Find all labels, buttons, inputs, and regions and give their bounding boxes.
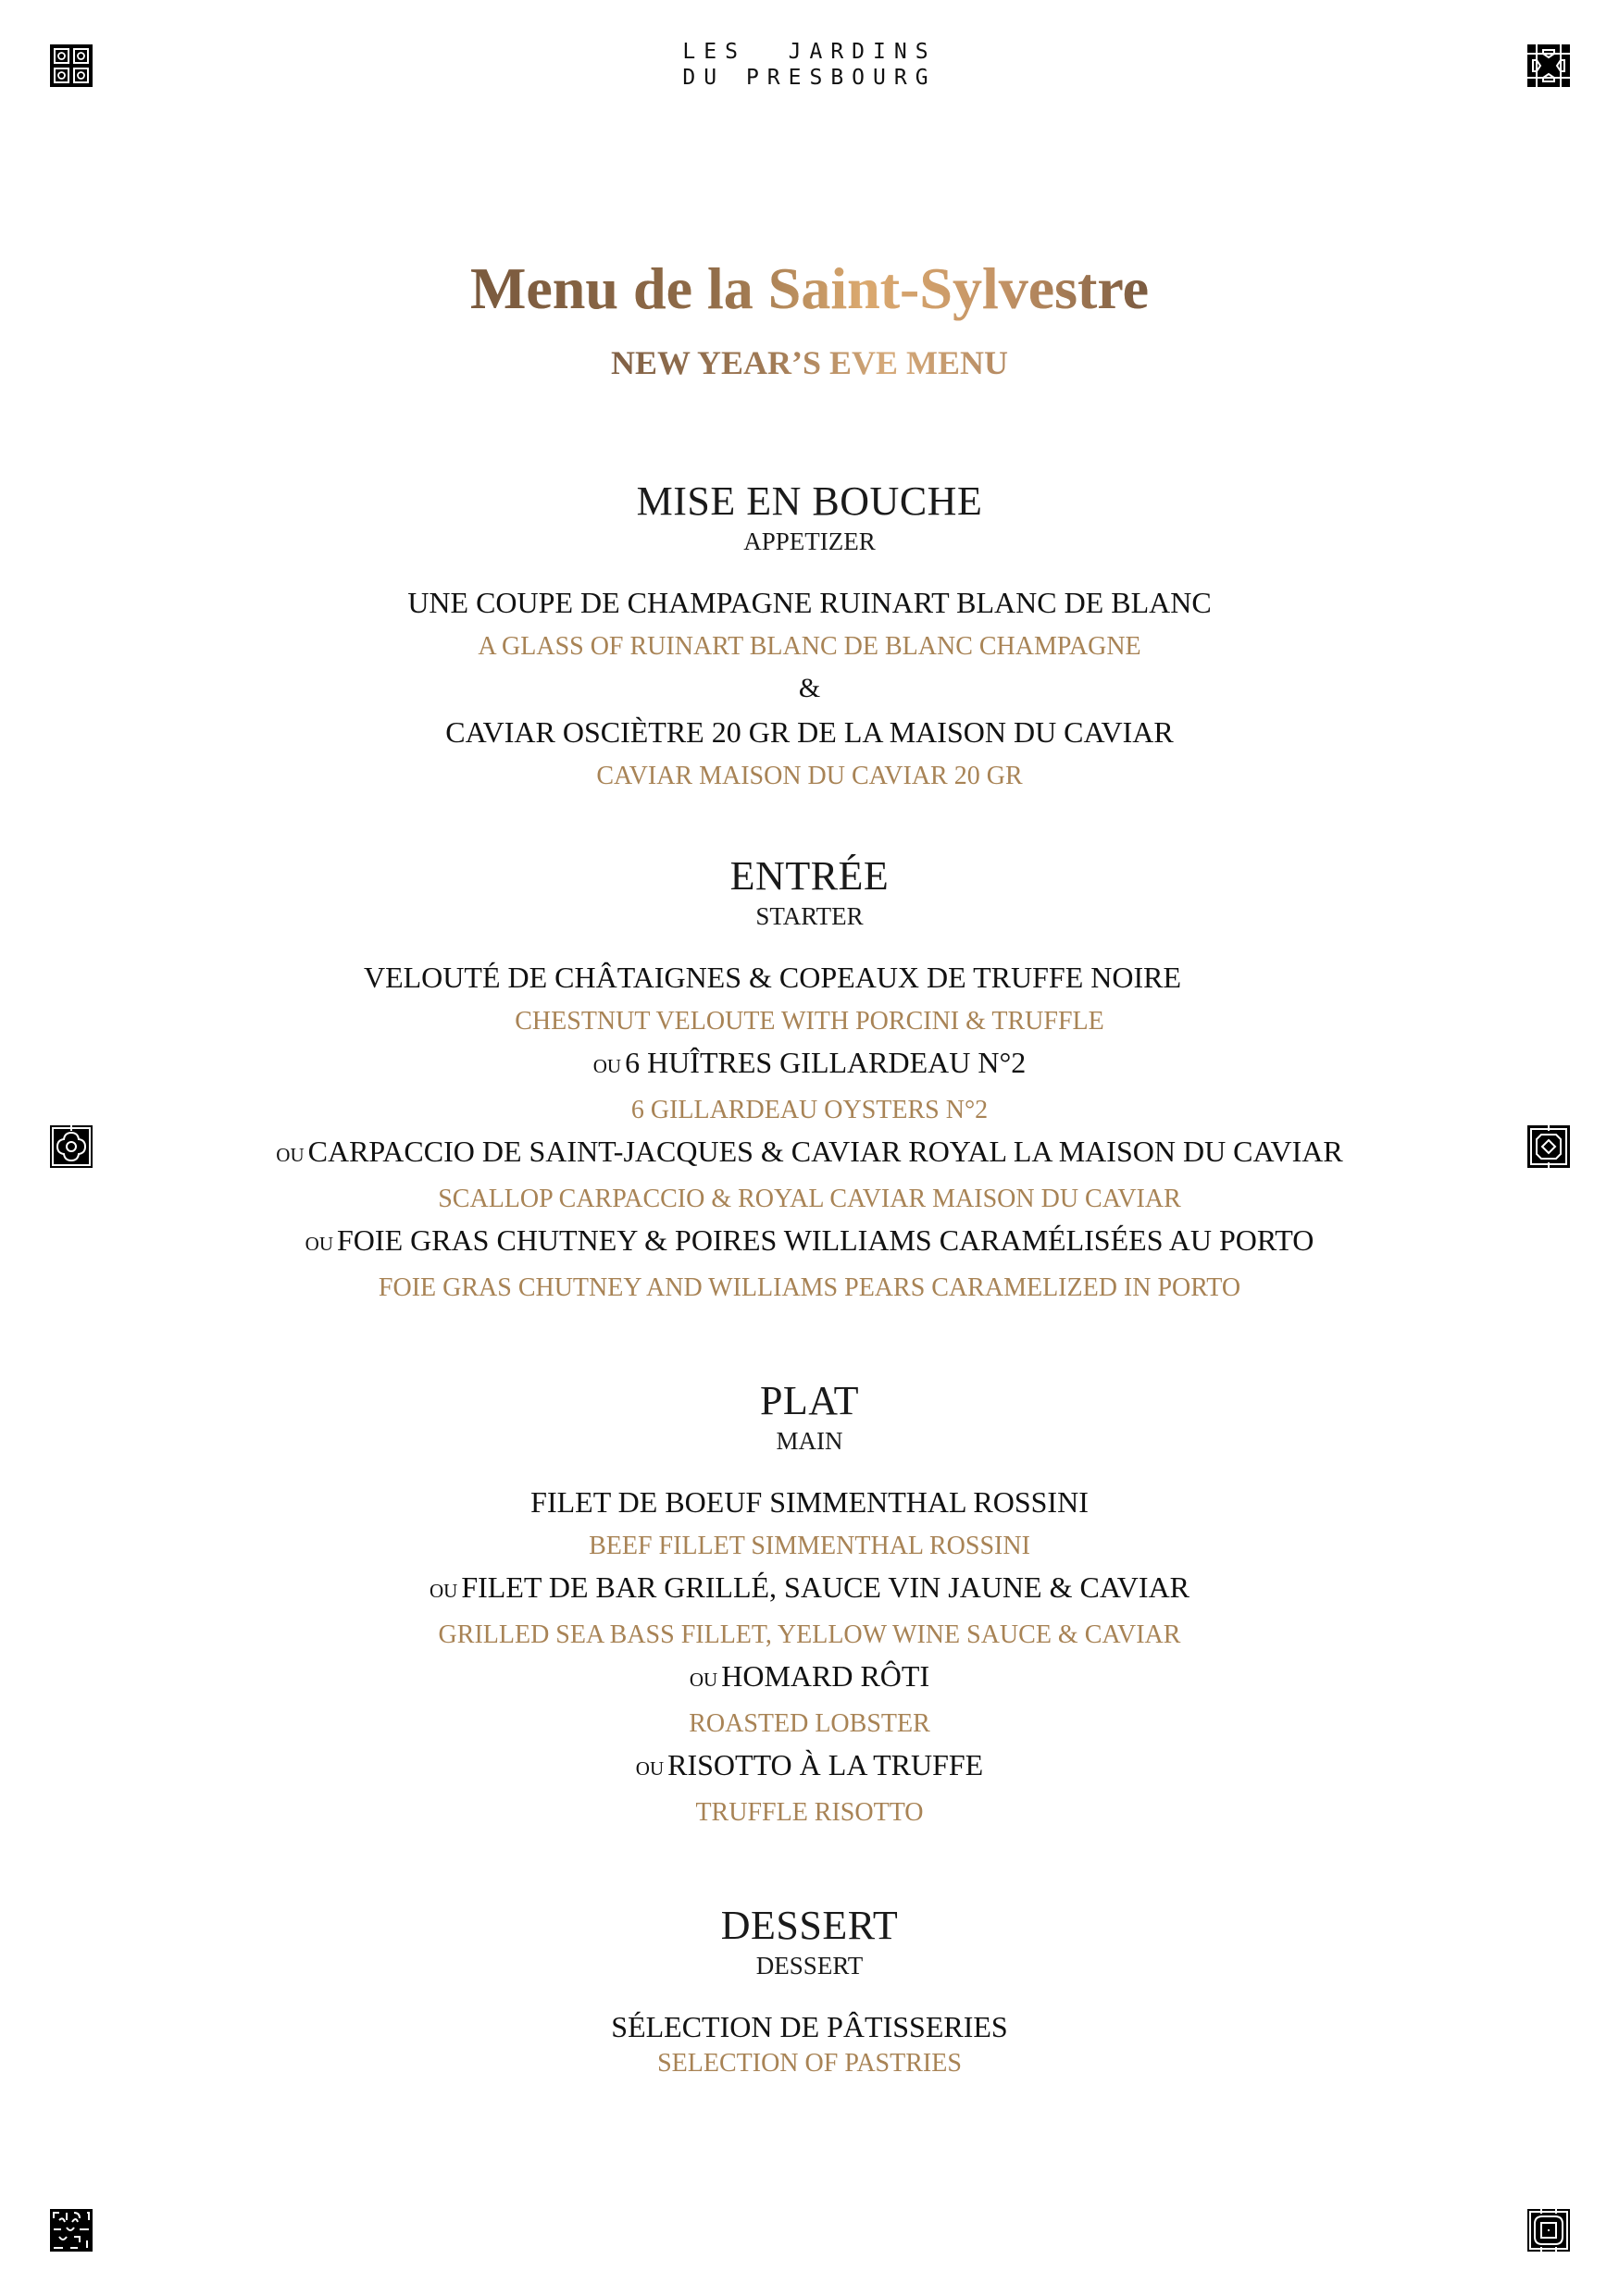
section-plat (0, 1376, 1619, 1833)
ornament-quatrefoil-lattice-icon (1527, 2209, 1570, 2252)
menu-title (0, 252, 1619, 326)
dish-fr: CAVIAR OSCIÈTRE 20 GR DE LA MAISON DU CAVIAR (445, 715, 1174, 749)
or-label: OU (689, 1669, 718, 1691)
dish-en: BEEF FILLET SIMMENTHAL ROSSINI (589, 1532, 1030, 1560)
section-title: DESSERT (720, 1903, 899, 1948)
dish-en: SCALLOP CARPACCIO & ROYAL CAVIAR MAISON DU CAVIAR (438, 1185, 1181, 1213)
dish-fr: FILET DE BOEUF SIMMENTHAL ROSSINI (530, 1485, 1089, 1519)
or-label: OU (635, 1757, 665, 1780)
dish-en: CAVIAR MAISON DU CAVIAR 20 GR (596, 762, 1023, 790)
dish-fr-text: FOIE GRAS CHUTNEY & POIRES WILLIAMS CARAMÉLISÉES AU PORTO (337, 1223, 1314, 1257)
menu-title-text: Menu de la Saint-Sylvestre (470, 252, 1149, 326)
section-title: PLAT (759, 1378, 860, 1423)
dish-fr-text: HOMARD RÔTI (721, 1659, 930, 1693)
dish-en: GRILLED SEA BASS FILLET, YELLOW WINE SAUCE & CAVIAR (438, 1620, 1181, 1649)
section-subtitle: DESSERT (755, 1952, 864, 1980)
section-subtitle: MAIN (776, 1427, 843, 1455)
section-title: MISE EN BOUCHE (636, 478, 983, 524)
dish-joiner: & (798, 673, 821, 703)
menu-subtitle-text: NEW YEAR’S EVE MENU (610, 344, 1009, 381)
section-mise-en-bouche (0, 477, 1619, 797)
dish-en: ROASTED LOBSTER (689, 1709, 930, 1738)
ornament-cross-pattern-icon (1527, 44, 1570, 87)
restaurant-logo (0, 39, 1619, 91)
dish-en: SELECTION OF PASTRIES (657, 2049, 962, 2078)
or-label: OU (305, 1233, 333, 1255)
dish-fr: VELOUTÉ DE CHÂTAIGNES & COPEAUX DE TRUFFE NOIRE (363, 961, 1182, 994)
dish-en: CHESTNUT VELOUTE WITH PORCINI & TRUFFLE (515, 1007, 1104, 1036)
dish-fr-option (0, 1222, 1619, 1262)
dish-fr-text: RISOTTO À LA TRUFFE (667, 1748, 984, 1781)
dish-fr-option (0, 1133, 1619, 1173)
logo-line-1: LES JARDINS (682, 40, 937, 64)
dish-fr: UNE COUPE DE CHAMPAGNE RUINART BLANC DE BLANC (407, 586, 1212, 619)
ornament-four-circles-icon (50, 44, 93, 87)
dish-en: FOIE GRAS CHUTNEY AND WILLIAMS PEARS CARAMELIZED IN PORTO (378, 1273, 1241, 1302)
or-label: OU (592, 1055, 622, 1077)
dish-fr-option (0, 1657, 1619, 1698)
section-subtitle: APPETIZER (743, 527, 876, 555)
dish-fr-text: CARPACCIO DE SAINT-JACQUES & CAVIAR ROYAL LA MAISON DU CAVIAR (307, 1135, 1343, 1168)
dish-fr-option (0, 1569, 1619, 1609)
dish-fr-text: 6 HUÎTRES GILLARDEAU N°2 (625, 1046, 1027, 1079)
section-dessert (0, 1901, 1619, 2084)
or-label: OU (429, 1580, 458, 1602)
dish-fr-option (0, 1044, 1619, 1085)
dish-en: TRUFFLE RISOTTO (695, 1798, 924, 1827)
dish-fr: SÉLECTION DE PÂTISSERIES (611, 2010, 1008, 2043)
dish-fr-text: FILET DE BAR GRILLÉ, SAUCE VIN JAUNE & CAVIAR (461, 1570, 1190, 1604)
section-subtitle: STARTER (755, 902, 864, 930)
dish-en: 6 GILLARDEAU OYSTERS N°2 (630, 1096, 989, 1124)
ornament-maze-pattern-icon (50, 2209, 93, 2252)
or-label: OU (276, 1144, 305, 1166)
section-title: ENTRÉE (729, 853, 890, 899)
menu-subtitle (0, 342, 1619, 383)
logo-line-2: DU PRESBOURG (682, 66, 937, 90)
section-entree (0, 851, 1619, 1309)
dish-en: A GLASS OF RUINART BLANC DE BLANC CHAMPAGNE (478, 632, 1141, 661)
dish-fr-option (0, 1746, 1619, 1787)
